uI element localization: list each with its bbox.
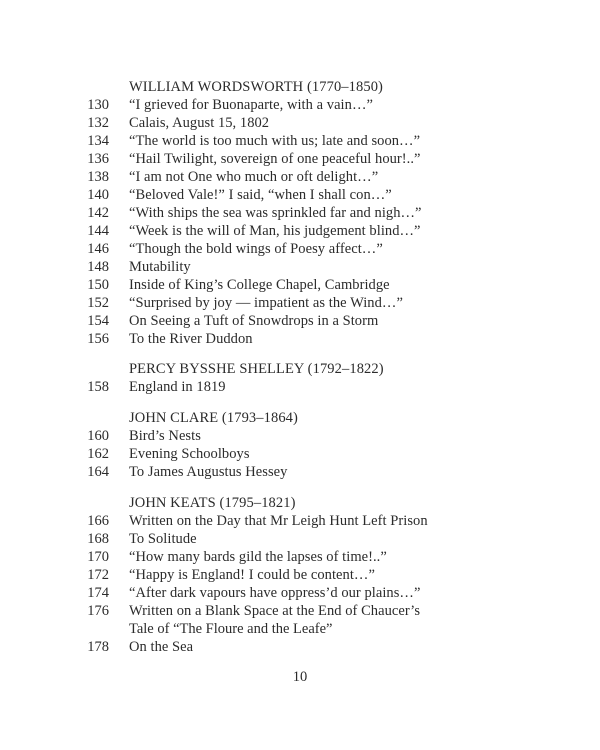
- entry-page-number: 170: [87, 549, 109, 565]
- section-heading: WILLIAM WORDSWORTH (1770–1850): [129, 79, 383, 95]
- list-item: [0, 602, 600, 620]
- entry-title: “Surprised by joy — impatient as the Wind…”: [129, 295, 403, 311]
- entry-title: “Beloved Vale!” I said, “when I shall con…”: [129, 187, 392, 203]
- entry-page-number: 146: [87, 241, 109, 257]
- entry-title: “Though the bold wings of Poesy affect…”: [129, 241, 383, 257]
- entry-page-number: 140: [87, 187, 109, 203]
- entry-page-number: 176: [87, 603, 109, 619]
- entry-page-number: 144: [87, 223, 109, 239]
- entry-title: “After dark vapours have oppress’d our plains…”: [129, 585, 421, 601]
- list-item-continuation: [0, 620, 600, 638]
- entry-title: “I am not One who much or oft delight…”: [129, 169, 379, 185]
- list-item: [0, 530, 600, 548]
- entry-page-number: 172: [87, 567, 109, 583]
- entry-page-number: 162: [87, 446, 109, 462]
- entry-title: To Solitude: [129, 531, 197, 547]
- list-item: [0, 312, 600, 330]
- entry-page-number: 150: [87, 277, 109, 293]
- entry-page-number: 178: [87, 639, 109, 655]
- section-heading: JOHN CLARE (1793–1864): [129, 410, 298, 426]
- entry-title: On the Sea: [129, 639, 194, 655]
- entry-page-number: 142: [87, 205, 109, 221]
- list-item: [0, 512, 600, 530]
- entry-page-number: 154: [87, 313, 109, 329]
- entry-title: Evening Schoolboys: [129, 446, 250, 462]
- entry-title: “How many bards gild the lapses of time!..”: [129, 549, 387, 565]
- list-item: [0, 548, 600, 566]
- section-heading: JOHN KEATS (1795–1821): [129, 495, 296, 511]
- list-item: [0, 96, 600, 114]
- entry-page-number: 136: [87, 151, 109, 167]
- entry-title: Inside of King’s College Chapel, Cambridge: [129, 277, 390, 293]
- page-number: 10: [292, 669, 308, 685]
- entry-page-number: 132: [87, 115, 109, 131]
- list-item: [0, 378, 600, 396]
- entry-title: To the River Duddon: [129, 331, 253, 347]
- entry-title: Mutability: [129, 259, 191, 275]
- list-item: [0, 294, 600, 312]
- list-item: [0, 427, 600, 445]
- entry-page-number: 164: [87, 464, 109, 480]
- list-item: [0, 168, 600, 186]
- list-item: [0, 463, 600, 481]
- entry-page-number: 168: [87, 531, 109, 547]
- entry-page-number: 166: [87, 513, 109, 529]
- list-item: [0, 445, 600, 463]
- entry-title: Calais, August 15, 1802: [129, 115, 270, 131]
- entry-page-number: 148: [87, 259, 109, 275]
- entry-page-number: 138: [87, 169, 109, 185]
- list-item: [0, 276, 600, 294]
- entry-title: “The world is too much with us; late and soon…”: [129, 133, 421, 149]
- entry-title: “Week is the will of Man, his judgement blind…”: [129, 223, 421, 239]
- list-item: [0, 566, 600, 584]
- list-item: [0, 240, 600, 258]
- list-item: [0, 330, 600, 348]
- entry-page-number: 160: [87, 428, 109, 444]
- entry-page-number: 152: [87, 295, 109, 311]
- entry-page-number: 158: [87, 379, 109, 395]
- entry-page-number: 130: [87, 97, 109, 113]
- entry-title-continuation: Tale of “The Floure and the Leafe”: [129, 621, 333, 637]
- entry-title: To James Augustus Hessey: [129, 464, 288, 480]
- entry-title: On Seeing a Tuft of Snowdrops in a Storm: [129, 313, 379, 329]
- list-item: [0, 150, 600, 168]
- section-heading: PERCY BYSSHE SHELLEY (1792–1822): [129, 361, 384, 377]
- list-item: [0, 204, 600, 222]
- entry-title: Bird’s Nests: [129, 428, 201, 444]
- entry-title: “Happy is England! I could be content…”: [129, 567, 375, 583]
- list-item: [0, 638, 600, 656]
- list-item: [0, 186, 600, 204]
- entry-page-number: 174: [87, 585, 109, 601]
- entry-page-number: 134: [87, 133, 109, 149]
- entry-title: Written on the Day that Mr Leigh Hunt Left Prison: [129, 513, 428, 529]
- entry-title: “Hail Twilight, sovereign of one peaceful hour!..”: [129, 151, 421, 167]
- entry-title: “With ships the sea was sprinkled far and nigh…”: [129, 205, 422, 221]
- list-item: [0, 584, 600, 602]
- entry-title: “I grieved for Buonaparte, with a vain…”: [129, 97, 373, 113]
- list-item: [0, 132, 600, 150]
- list-item: [0, 114, 600, 132]
- entry-page-number: 156: [87, 331, 109, 347]
- list-item: [0, 222, 600, 240]
- entry-title: England in 1819: [129, 379, 226, 395]
- list-item: [0, 258, 600, 276]
- entry-title: Written on a Blank Space at the End of Chaucer’s: [129, 603, 421, 619]
